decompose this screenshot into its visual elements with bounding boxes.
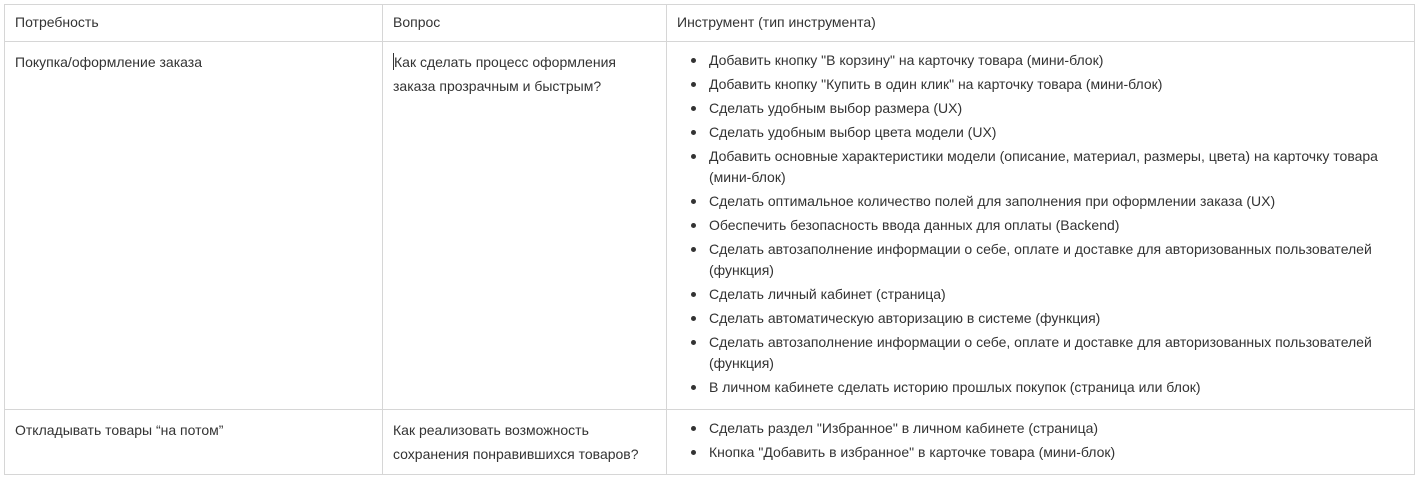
header-question: Вопрос <box>383 5 667 42</box>
question-text: Как сделать процесс оформления заказа прозрачным и быстрым? <box>393 54 616 94</box>
tools-cell[interactable] <box>667 410 1415 475</box>
need-cell[interactable]: Откладывать товары “на потом” <box>5 410 383 475</box>
list-item: Сделать удобным выбор цвета модели (UX) <box>709 122 1404 143</box>
needs-table <box>4 4 1415 475</box>
list-item: Сделать личный кабинет (страница) <box>709 284 1404 305</box>
tools-list <box>677 50 1404 398</box>
list-item: Обеспечить безопасность ввода данных для оплаты (Backend) <box>709 215 1404 236</box>
list-item: Сделать удобным выбор размера (UX) <box>709 98 1404 119</box>
list-item: Сделать автоматическую авторизацию в системе (функция) <box>709 308 1404 329</box>
list-item: Добавить кнопку "Купить в один клик" на карточку товара (мини-блок) <box>709 74 1404 95</box>
table-row <box>5 410 1415 475</box>
list-item: Сделать автозаполнение информации о себе, оплате и доставке для авторизованных пользователей (функция) <box>709 239 1404 281</box>
list-item: В личном кабинете сделать историю прошлых покупок (страница или блок) <box>709 377 1404 398</box>
need-cell[interactable]: Покупка/оформление заказа <box>5 42 383 410</box>
header-tool: Инструмент (тип инструмента) <box>667 5 1415 42</box>
tools-list <box>677 418 1404 463</box>
question-cell[interactable]: Как реализовать возможность сохранения понравившихся товаров? <box>383 410 667 475</box>
table-header-row <box>5 5 1415 42</box>
list-item: Сделать раздел "Избранное" в личном кабинете (страница) <box>709 418 1404 439</box>
list-item: Кнопка "Добавить в избранное" в карточке товара (мини-блок) <box>709 442 1404 463</box>
tools-cell[interactable] <box>667 42 1415 410</box>
question-cell[interactable] <box>383 42 667 410</box>
header-need: Потребность <box>5 5 383 42</box>
table-row <box>5 42 1415 410</box>
list-item: Сделать оптимальное количество полей для заполнения при оформлении заказа (UX) <box>709 191 1404 212</box>
list-item: Добавить кнопку "В корзину" на карточку товара (мини-блок) <box>709 50 1404 71</box>
list-item: Сделать автозаполнение информации о себе, оплате и доставке для авторизованных пользователей (функция) <box>709 332 1404 374</box>
list-item: Добавить основные характеристики модели (описание, материал, размеры, цвета) на карточку товара (мини-блок) <box>709 146 1404 188</box>
